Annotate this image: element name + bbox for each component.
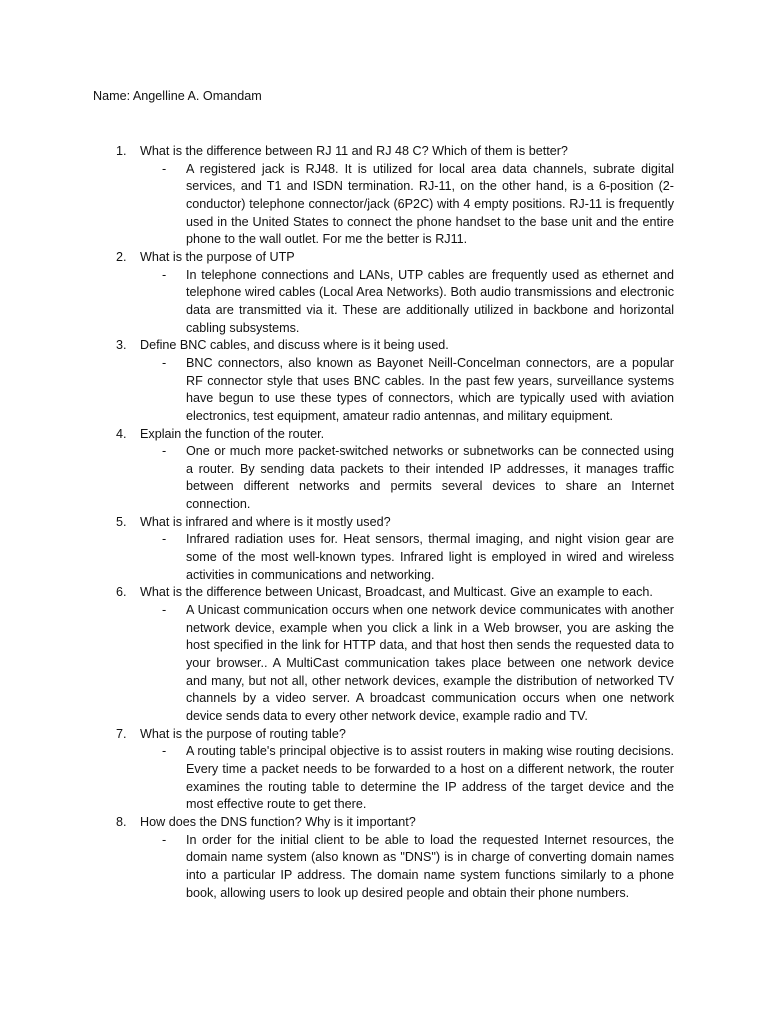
- answer-text: In telephone connections and LANs, UTP cables are frequently used as ethernet and telephone wired cables (Local Area Networks). Both audio transmissions and electronic data are transmitted via it. These are additionally utilized in backbone and horizontal cabling subsystems.: [186, 267, 674, 335]
- answer-bullet: -: [162, 532, 167, 547]
- answer-text: Infrared radiation uses for. Heat sensors, thermal imaging, and night vision gear are some of the most well-known types. Infrared light is employed in wired and wireless activities in communications and networking.: [186, 532, 674, 582]
- answer-row: [116, 161, 674, 249]
- question-row: [116, 249, 674, 267]
- answer-row: [116, 443, 674, 514]
- answer-text: A registered jack is RJ48. It is utilized for local area data channels, subrate digital services, and T1 and ISDN termination. RJ-11, on the other hand, is a 6-position (2-conductor) telephone connector/jack (6P2C) with 4 empty positions. RJ-11 is frequently used in the United States to connect the phone handset to the base unit and the entire phone to the wall outlet. For me the better is RJ11.: [186, 161, 674, 247]
- question-item: [116, 584, 674, 725]
- question-text: What is the difference between RJ 11 and RJ 48 C? Which of them is better?: [140, 144, 568, 158]
- answer-bullet: -: [162, 744, 167, 759]
- question-item: [116, 514, 674, 585]
- question-text: What is the purpose of routing table?: [140, 726, 346, 741]
- question-row: [116, 514, 674, 532]
- answer-bullet: -: [162, 161, 167, 176]
- question-item: [116, 143, 674, 249]
- answer-bullet: -: [162, 444, 167, 459]
- question-item: [116, 337, 674, 425]
- question-item: [116, 726, 674, 814]
- answer-row: [116, 531, 674, 584]
- answer-bullet: -: [162, 267, 167, 282]
- question-row: [116, 726, 674, 744]
- question-number: 1.: [116, 144, 127, 158]
- answer-text: One or much more packet-switched networks or subnetworks can be connected using a router. By sending data packets to their intended IP addresses, it manages traffic between different networks and permits several devices to share an Internet connection.: [186, 444, 674, 512]
- question-text: Explain the function of the router.: [140, 426, 325, 441]
- answer-bullet: -: [162, 832, 167, 847]
- answer-row: [116, 267, 674, 338]
- question-number: 5.: [116, 514, 127, 529]
- question-item: [116, 249, 674, 337]
- question-text: Define BNC cables, and discuss where is it being used.: [140, 338, 449, 353]
- question-text: How does the DNS function? Why is it important?: [140, 814, 416, 829]
- answer-row: [116, 832, 674, 903]
- question-number: 6.: [116, 585, 127, 600]
- answer-row: [116, 743, 674, 814]
- answer-bullet: -: [162, 355, 167, 370]
- student-name: Name: Angelline A. Omandam: [93, 89, 262, 103]
- question-row: [116, 143, 674, 161]
- answer-row: [116, 355, 674, 426]
- question-list: [116, 143, 674, 902]
- answer-text: A Unicast communication occurs when one network device communicates with another network device, example when you click a link in a Web browser, you are asking the host specified in the link for HTTP data, and that host then sends the requested data to your browser.. A MultiCast communication takes place between one network device and many, but not all, other network devices, example the distribution of networked TV channels by a video server. A broadcast communication occurs when one network device sends data to every other network device, example radio and TV.: [186, 603, 674, 723]
- question-number: 7.: [116, 726, 127, 741]
- question-number: 4.: [116, 426, 127, 441]
- question-row: [116, 584, 674, 602]
- question-text: What is infrared and where is it mostly used?: [140, 514, 391, 529]
- question-row: [116, 337, 674, 355]
- question-number: 3.: [116, 338, 127, 353]
- question-row: [116, 426, 674, 444]
- answer-bullet: -: [162, 603, 167, 618]
- question-item: [116, 814, 674, 902]
- question-text: What is the purpose of UTP: [140, 249, 295, 264]
- question-text: What is the difference between Unicast, Broadcast, and Multicast. Give an example to each.: [140, 585, 653, 600]
- answer-text: BNC connectors, also known as Bayonet Neill-Concelman connectors, are a popular RF connector style that uses BNC cables. In the past few years, surveillance systems have begun to use these types of connectors, which are typically used with aviation electronics, test equipment, amateur radio antennas, and military equipment.: [186, 355, 674, 423]
- question-number: 8.: [116, 814, 127, 829]
- answer-text: In order for the initial client to be able to load the requested Internet resources, the domain name system (also known as "DNS") is in charge of converting domain names into a particular IP address. The domain name system functions similarly to a phone book, allowing users to look up desired people and obtain their phone numbers.: [186, 832, 674, 900]
- question-item: [116, 426, 674, 514]
- question-row: [116, 814, 674, 832]
- question-number: 2.: [116, 249, 127, 264]
- answer-text: A routing table's principal objective is to assist routers in making wise routing decisions. Every time a packet needs to be forwarded to a host on a different network, the router examines the routing table to determine the IP address of the target device and the most effective route to get there.: [186, 744, 674, 812]
- answer-row: [116, 602, 674, 726]
